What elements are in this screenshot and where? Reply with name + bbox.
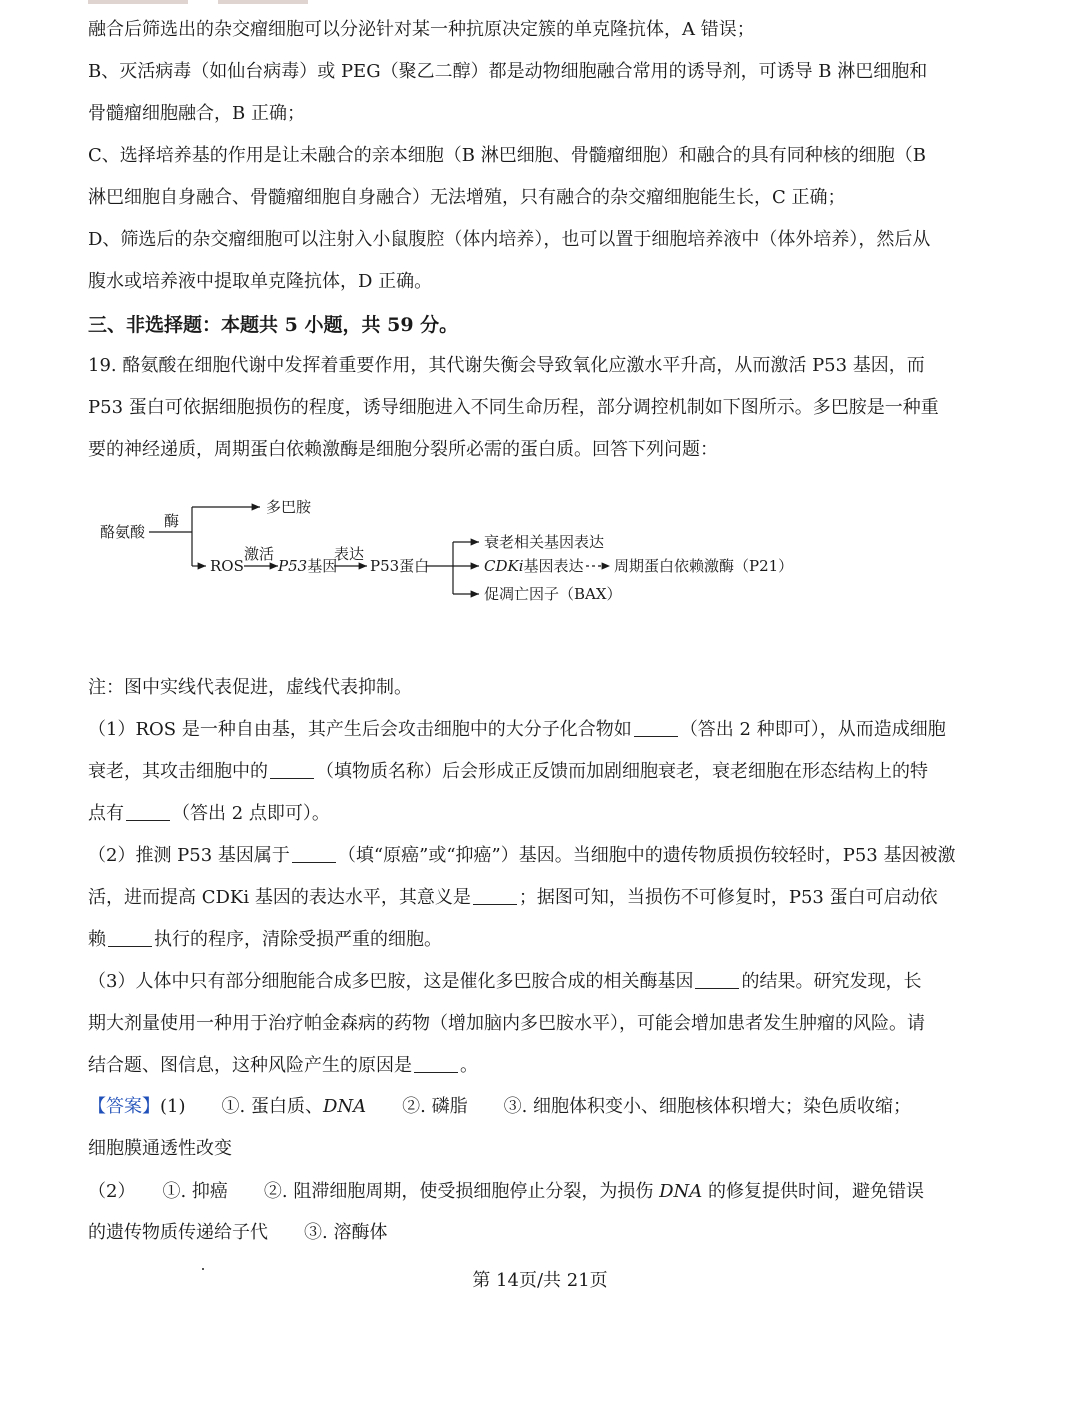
node-tyrosine: 酪氨酸	[100, 523, 146, 541]
sub1-line-2	[88, 760, 928, 784]
answer-text: (1) ①. 蛋白质、	[160, 1096, 323, 1117]
text-line-6: D、筛选后的杂交瘤细胞可以注射入小鼠腹腔（体内培养），也可以置于细胞培养液中（体外培养），然后从	[88, 229, 931, 250]
question-19-line-2: P53 蛋白可依据细胞损伤的程度，诱导细胞进入不同生命历程，部分调控机制如下图所示。多巴胺是一种重	[88, 397, 939, 418]
text-line-1: 融合后筛选出的杂交瘤细胞可以分泌针对某一种抗原决定簇的单克隆抗体，A 错误；	[88, 19, 755, 40]
sub3-line-3	[88, 1054, 478, 1078]
sub1-text: 衰老，其攻击细胞中的	[88, 761, 268, 782]
cdki-suffix: 基因表达	[523, 557, 584, 575]
node-p53-gene	[277, 557, 337, 575]
section-heading-part: 小题，共	[297, 314, 388, 336]
answer-line-1	[88, 1095, 911, 1119]
question-count: 5	[284, 314, 298, 336]
answer-text: （2） ①. 抑癌 ②. 阻滞细胞周期，使受损细胞停止分裂，为损伤	[88, 1181, 660, 1202]
node-bax: 促凋亡因子（BAX）	[484, 585, 622, 603]
header-watermark	[88, 0, 328, 6]
sub3-text: （3）人体中只有部分细胞能合成多巴胺，这是催化多巴胺合成的相关酶基因	[88, 971, 694, 992]
node-ros: ROS	[210, 557, 244, 575]
answer-line-4: 的遗传物质传递给子代 ③. 溶酶体	[88, 1222, 388, 1243]
answer-dna: DNA	[659, 1181, 703, 1202]
answer-blank	[634, 718, 678, 737]
regulation-diagram	[0, 490, 900, 620]
page-footer: 第 14页/共 21页	[472, 1270, 608, 1291]
cdki-symbol: CDKi	[484, 557, 524, 575]
section-heading	[88, 313, 458, 337]
answer-blank	[473, 886, 517, 905]
sub2-text: （填“原癌”或“抑癌”）基因。当细胞中的遗传物质损伤较轻时，P53 基因被激	[337, 845, 956, 866]
sub1-line-1	[88, 718, 946, 742]
text-line-4: C、选择培养基的作用是让未融合的亲本细胞（B 淋巴细胞、骨髓瘤细胞）和融合的具有同种核的细胞（B	[88, 145, 926, 166]
sub3-line-1	[88, 970, 921, 994]
sub2-line-1	[88, 844, 955, 868]
sub3-line-2: 期大剂量使用一种用于治疗帕金森病的药物（增加脑内多巴胺水平），可能会增加患者发生肿瘤的风险。请	[88, 1013, 925, 1034]
answer-line-2: 细胞膜通透性改变	[88, 1138, 232, 1159]
sub1-text: （填物质名称）后会形成正反馈而加剧细胞衰老，衰老细胞在形态结构上的特	[316, 761, 928, 782]
p53-gene-suffix: 基因	[307, 557, 338, 575]
label-express: 表达	[334, 545, 365, 563]
text-line-3: 骨髓瘤细胞融合，B 正确；	[88, 103, 305, 124]
sub2-line-2	[88, 886, 938, 910]
sub2-text: 执行的程序，清除受损严重的细胞。	[154, 929, 442, 950]
sub2-text: 活，进而提高 CDKi 基因的表达水平，其意义是	[88, 887, 471, 908]
sub2-text: 赖	[88, 929, 106, 950]
answer-text: ②. 磷脂 ③. 细胞体积变小、细胞核体积增大；染色质收缩；	[366, 1096, 912, 1117]
text-line-2: B、灭活病毒（如仙台病毒）或 PEG（聚乙二醇）都是动物细胞融合常用的诱导剂，可诱导 B 淋巴细胞和	[88, 61, 928, 82]
answer-text: 的修复提供时间，避免错误	[702, 1181, 924, 1202]
answer-blank	[414, 1054, 458, 1073]
answer-blank	[126, 802, 170, 821]
node-cdki-gene	[484, 557, 584, 575]
answer-dna: DNA	[322, 1096, 367, 1117]
sub2-text: （2）推测 P53 基因属于	[88, 845, 290, 866]
label-enzyme: 酶	[164, 512, 180, 530]
section-heading-part: 三、非选择题：本题共	[88, 314, 285, 336]
answer-blank	[695, 970, 739, 989]
question-19-line-3: 要的神经递质，周期蛋白依赖激酶是细胞分裂所必需的蛋白质。回答下列问题：	[88, 439, 718, 460]
answer-line-3	[88, 1180, 924, 1204]
sub1-text: 点有	[88, 803, 124, 824]
total-score: 59	[387, 314, 414, 336]
sub1-text: （答出 2 点即可）。	[172, 803, 330, 824]
sub1-line-3	[88, 802, 330, 826]
question-19-line-1: 19. 酪氨酸在细胞代谢中发挥着重要作用，其代谢失衡会导致氧化应激水平升高，从而激活 P53 基因，而	[88, 355, 925, 376]
sub1-text: （答出 2 种即可），从而造成细胞	[679, 719, 946, 740]
node-p53-protein: P53蛋白	[370, 557, 430, 575]
sub3-text: 。	[460, 1055, 478, 1076]
answer-blank	[292, 844, 336, 863]
node-p21: 周期蛋白依赖激酶（P21）	[614, 557, 794, 575]
node-dopamine: 多巴胺	[266, 498, 312, 516]
sub1-text: （1）ROS 是一种自由基，其产生后会攻击细胞中的大分子化合物如	[88, 719, 632, 740]
answer-tag: 【答案】	[88, 1096, 160, 1117]
sub2-text: ；据图可知，当损伤不可修复时，P53 蛋白可启动依	[518, 887, 938, 908]
p53-gene-symbol: P53	[278, 557, 308, 575]
answer-blank	[270, 760, 314, 779]
sub3-text: 的结果。研究发现，长	[741, 971, 922, 992]
section-heading-part: 分。	[413, 314, 459, 336]
answer-blank	[108, 928, 152, 947]
diagram-note: 注：图中实线代表促进，虚线代表抑制。	[88, 677, 412, 698]
sub3-text: 结合题、图信息，这种风险产生的原因是	[88, 1055, 412, 1076]
label-activate: 激活	[244, 545, 275, 563]
text-line-7: 腹水或培养液中提取单克隆抗体，D 正确。	[88, 271, 433, 292]
node-senescence-genes: 衰老相关基因表达	[484, 533, 605, 551]
sub2-line-3	[88, 928, 442, 952]
text-line-5: 淋巴细胞自身融合、骨髓瘤细胞自身融合）无法增殖，只有融合的杂交瘤细胞能生长，C 正确；	[88, 187, 846, 208]
